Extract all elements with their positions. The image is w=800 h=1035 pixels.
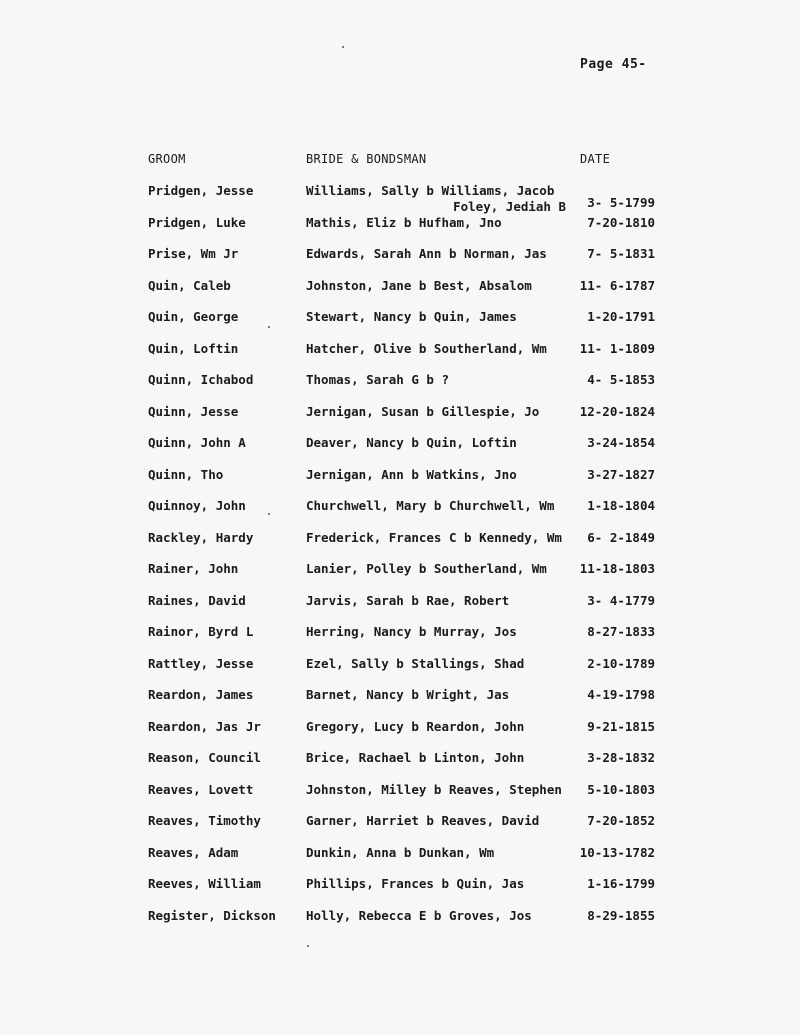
bride-and-bondsman: Jernigan, Susan b Gillespie, Jo: [306, 403, 540, 419]
record-row: [0, 656, 800, 686]
groom-name: Register, Dickson: [148, 907, 276, 923]
groom-name: Rainer, John: [148, 561, 239, 576]
bride-and-bondsman: Jarvis, Sarah b Rae, Robert: [306, 592, 510, 608]
column-header-bride-bondsman: BRIDE & BONDSMAN: [306, 152, 427, 166]
bride-and-bondsman: Thomas, Sarah G b ?: [306, 372, 449, 387]
marriage-date: 8-27-1833: [587, 624, 655, 639]
groom-name: Reaves, Timothy: [148, 813, 261, 828]
bride-and-bondsman: Stewart, Nancy b Quin, James: [306, 309, 517, 324]
record-row: [0, 498, 800, 528]
record-row: [0, 278, 800, 308]
groom-name: Quinn, John A: [148, 435, 246, 450]
record-row: [0, 561, 800, 591]
groom-name: Reardon, Jas Jr: [148, 718, 261, 734]
bride-and-bondsman: Gregory, Lucy b Reardon, John: [306, 718, 525, 734]
bride-and-bondsman: Dunkin, Anna b Dunkan, Wm: [306, 844, 495, 860]
bride-and-bondsman: Phillips, Frances b Quin, Jas: [306, 876, 525, 891]
groom-name: Reason, Council: [148, 750, 261, 765]
groom-name: Quinnoy, John: [148, 498, 246, 513]
record-row: [0, 687, 800, 717]
record-row: [0, 845, 800, 875]
marriage-date: 7- 5-1831: [587, 246, 655, 261]
marriage-date: 5-10-1803: [587, 781, 655, 797]
groom-name: Pridgen, Luke: [148, 214, 246, 230]
paper-speck: [268, 326, 270, 328]
record-row: [0, 246, 800, 276]
marriage-date: 10-13-1782: [579, 844, 655, 860]
groom-name: Reaves, Adam: [148, 844, 239, 860]
bride-and-bondsman: Brice, Rachael b Linton, John: [306, 750, 525, 765]
bride-and-bondsman: Johnston, Milley b Reaves, Stephen: [306, 781, 562, 797]
marriage-date: 6- 2-1849: [587, 529, 655, 545]
paper-speck: [307, 945, 309, 947]
bride-and-bondsman: Herring, Nancy b Murray, Jos: [306, 624, 517, 639]
marriage-date: 9-21-1815: [587, 718, 655, 734]
marriage-date: 7-20-1810: [587, 214, 655, 230]
groom-name: Reaves, Lovett: [148, 781, 254, 797]
groom-name: Reeves, William: [148, 876, 261, 891]
record-row: [0, 215, 800, 245]
marriage-date: 3-24-1854: [587, 435, 655, 450]
marriage-date: 11- 6-1787: [579, 277, 655, 293]
bride-and-bondsman: Frederick, Frances C b Kennedy, Wm: [306, 529, 562, 545]
record-row: [0, 341, 800, 371]
marriage-date: 3- 5-1799: [587, 195, 655, 210]
bride-and-bondsman: Mathis, Eliz b Hufham, Jno: [306, 214, 502, 230]
marriage-date: 1-18-1804: [587, 498, 655, 513]
marriage-date: 7-20-1852: [587, 813, 655, 828]
marriage-date: 1-16-1799: [587, 876, 655, 891]
record-row: [0, 624, 800, 654]
bride-and-bondsman: Hatcher, Olive b Southerland, Wm: [306, 340, 547, 356]
marriage-date: 2-10-1789: [587, 655, 655, 671]
record-row: [0, 467, 800, 497]
groom-name: Prise, Wm Jr: [148, 246, 239, 261]
record-row: [0, 183, 800, 213]
bride-and-bondsman: Jernigan, Ann b Watkins, Jno: [306, 466, 517, 482]
paper-speck: [342, 46, 344, 48]
marriage-date: 1-20-1791: [587, 309, 655, 324]
bondsman-continuation: Foley, Jediah B: [453, 199, 566, 214]
marriage-date: 4- 5-1853: [587, 372, 655, 387]
record-row: [0, 876, 800, 906]
bride-and-bondsman: Ezel, Sally b Stallings, Shad: [306, 655, 525, 671]
record-row: [0, 719, 800, 749]
record-row: [0, 782, 800, 812]
bride-and-bondsman: Churchwell, Mary b Churchwell, Wm: [306, 498, 555, 513]
groom-name: Quinn, Jesse: [148, 403, 239, 419]
marriage-date: 4-19-1798: [587, 687, 655, 702]
marriage-date: 12-20-1824: [579, 403, 655, 419]
marriage-date: 3-28-1832: [587, 750, 655, 765]
column-header-date: DATE: [580, 152, 611, 166]
groom-name: Rattley, Jesse: [148, 655, 254, 671]
record-row: [0, 404, 800, 434]
groom-name: Rackley, Hardy: [148, 529, 254, 545]
record-row: [0, 435, 800, 465]
record-row: [0, 530, 800, 560]
groom-name: Pridgen, Jesse: [148, 183, 254, 198]
bride-and-bondsman: Garner, Harriet b Reaves, David: [306, 813, 540, 828]
marriage-date: 3- 4-1779: [587, 592, 655, 608]
groom-name: Quinn, Ichabod: [148, 372, 254, 387]
record-row: [0, 309, 800, 339]
paper-speck: [268, 513, 270, 515]
marriage-date: 3-27-1827: [587, 466, 655, 482]
bride-and-bondsman: Barnet, Nancy b Wright, Jas: [306, 687, 510, 702]
record-row: [0, 908, 800, 938]
groom-name: Quin, George: [148, 309, 239, 324]
bride-and-bondsman: Lanier, Polley b Southerland, Wm: [306, 561, 547, 576]
bride-and-bondsman: Edwards, Sarah Ann b Norman, Jas: [306, 246, 547, 261]
groom-name: Rainor, Byrd L: [148, 624, 254, 639]
groom-name: Quinn, Tho: [148, 466, 224, 482]
marriage-date: 11- 1-1809: [579, 340, 655, 356]
column-header-groom: GROOM: [148, 152, 186, 166]
record-row: [0, 750, 800, 780]
groom-name: Quin, Loftin: [148, 340, 239, 356]
groom-name: Quin, Caleb: [148, 277, 231, 293]
groom-name: Reardon, James: [148, 687, 254, 702]
bride-and-bondsman: Williams, Sally b Williams, Jacob: [306, 183, 555, 198]
marriage-date: 8-29-1855: [587, 907, 655, 923]
bride-and-bondsman: Deaver, Nancy b Quin, Loftin: [306, 435, 517, 450]
bride-and-bondsman: Johnston, Jane b Best, Absalom: [306, 277, 532, 293]
record-row: [0, 372, 800, 402]
record-row: [0, 593, 800, 623]
marriage-date: 11-18-1803: [579, 561, 655, 576]
bride-and-bondsman: Holly, Rebecca E b Groves, Jos: [306, 907, 532, 923]
groom-name: Raines, David: [148, 592, 246, 608]
record-row: [0, 813, 800, 843]
page-number: Page 45-: [580, 57, 647, 72]
